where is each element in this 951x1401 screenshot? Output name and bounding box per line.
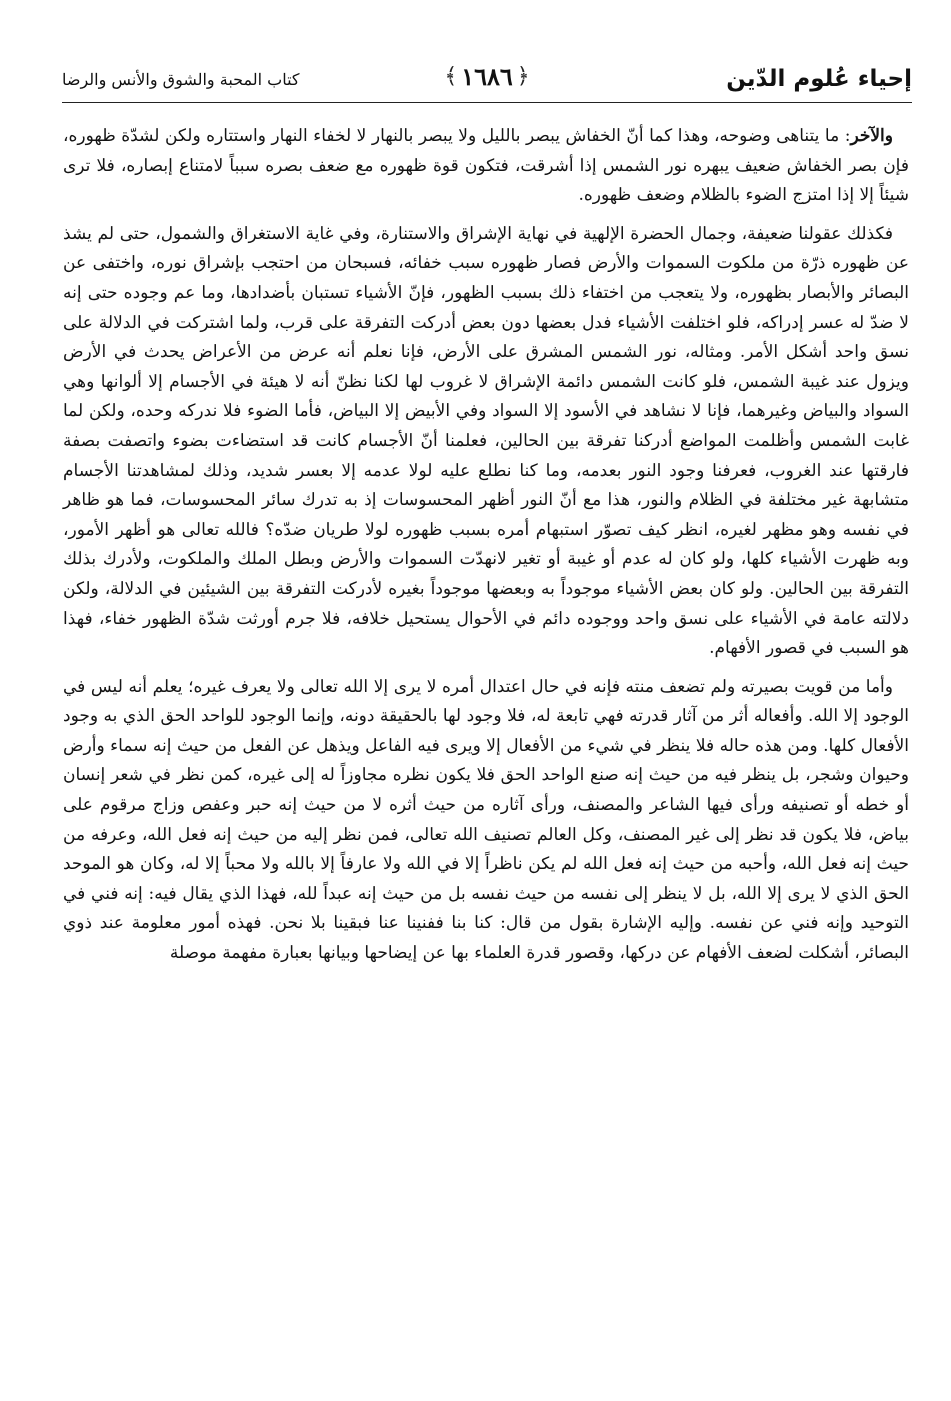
ornament-left-icon: ﴾	[444, 64, 458, 89]
paragraph	[63, 122, 909, 211]
page-number: ١٦٨٦	[461, 62, 513, 91]
running-header	[62, 58, 912, 110]
chapter-title: كتاب المحبة والشوق والأنس والرضا	[62, 70, 300, 89]
page-body	[63, 122, 909, 978]
paragraph-lead: والآخر	[850, 126, 893, 146]
page-number-block	[444, 62, 529, 91]
paragraph	[63, 673, 909, 969]
book-title: إحياء عُلوم الدّين	[726, 66, 912, 92]
paragraph-text: : ما يتناهى وضوحه، وهذا كما أنّ الخفاش يبصر بالليل ولا يبصر بالنهار لا لخفاء النهار واستتاره ولكن لشدّة ظهوره، فإن بصر الخفاش ضعيف يبهره نور الشمس إذا أشرقت، فتكون قوة ظهوره مع ضعف بصره سبباً لامتناع إبصاره، فلا ترى شيئاً إلا إذا امتزج الضوء بالظلام وضعف ظهوره.	[63, 126, 909, 206]
paragraph-text: فكذلك عقولنا ضعيفة، وجمال الحضرة الإلهية في نهاية الإشراق والاستنارة، وفي غاية الاستغراق والشمول، حتى لم يشذ عن ظهوره ذرّة من ملكوت السموات والأرض فصار ظهوره سبب خفائه، فسبحان من احتجب بإشراق نوره، واختفى عن البصائر والأبصار بظهوره، ولا يتعجب من اختفاء ذلك بسبب الظهور، فإنّ الأشياء تستبان بأضدادها، وما عم وجوده حتى إنه لا ضدّ له عسر إدراكه، فلو اختلفت الأشياء فدل بعضها دون بعض أدركت التفرقة على قرب، ولما اشتركت في الدلالة على نسق واحد أشكل الأمر. ومثاله، نور الشمس المشرق على الأرض، فإنا نعلم أنه عرض من الأعراض يحدث في الأرض ويزول عند غيبة الشمس، فلو كانت الشمس دائمة الإشراق لا غروب لها لكنا نظنّ أنه لا هيئة في الأجسام إلا ألوانها وهي السواد والبياض وغيرهما، فإنا لا نشاهد في الأسود إلا السواد وفي الأبيض إلا البياض، فأما الضوء فلا ندركه وحده، ولكن لما غابت الشمس وأظلمت المواضع أدركنا تفرقة بين الحالين، فعلمنا أنّ الأجسام كانت قد استضاءت بضوء واتصفت بصفة فارقتها عند الغروب، فعرفنا وجود النور بعدمه، وما كنا نطلع عليه لولا عدمه إلا بعسر شديد، وذلك لمشاهدتنا الأجسام متشابهة غير مختلفة في الظلام والنور، هذا مع أنّ النور أظهر المحسوسات إذ به تدرك سائر المحسوسات، فما هو ظاهر في نفسه وهو مظهر لغيره، انظر كيف تصوّر استبهام أمره بسبب ظهوره لولا طريان ضدّه؟ فالله تعالى هو أظهر الأمور، وبه ظهرت الأشياء كلها، ولو كان له عدم أو غيبة أو تغير لانهدّت السموات والأرض وبطل الملك والملكوت، ولأدرك بذلك التفرقة بين الحالين. ولو كان بعض الأشياء موجوداً به وبعضها موجوداً بغيره لأدركت التفرقة بين الشيئين في الدلالة، ولكن دلالته عامة في الأشياء على نسق واحد ووجوده دائم في الأحوال يستحيل خلافه، فلا جرم أورثت شدّة الظهور خفاء، فهذا هو السبب في قصور الأفهام.	[63, 223, 909, 659]
paragraph	[63, 220, 909, 664]
ornament-right-icon: ﴿	[516, 64, 530, 89]
paragraph-text: وأما من قويت بصيرته ولم تضعف منته فإنه في حال اعتدال أمره لا يرى إلا الله تعالى ولا يعرف غيره؛ يعلم أنه ليس في الوجود إلا الله. وأفعاله أثر من آثار قدرته فهي تابعة له، فلا وجود لها بالحقيقة دونه، وإنما الوجود للواحد الحق الذي به وجود الأفعال كلها. ومن هذه حاله فلا ينظر في شيء من الأفعال إلا ويرى فيه الفاعل ويذهل عن الفعل من حيث إنه سماء وأرض وحيوان وشجر، بل ينظر فيه من حيث إنه صنع الواحد الحق فلا يكون نظره مجاوزاً له إلى غيره، كمن نظر في شعر إنسان أو خطه أو تصنيفه ورأى فيها الشاعر والمصنف، ورأى آثاره من حيث أثره لا من حيث إنه حبر وعفص وزاج مرقوم على بياض، فلا يكون قد نظر إلى غير المصنف، وكل العالم تصنيف الله تعالى، فمن نظر إليه من حيث إنه فعل الله، وعرفه من حيث إنه فعل الله، وأحبه من حيث إنه فعل الله لم يكن ناظراً إلا في الله ولا عارفاً إلا بالله ولا محباً إلا له، وكان هو الموحد الحق الذي لا يرى إلا الله، بل لا ينظر إلى نفسه من حيث نفسه بل من حيث إنه عبداً لله، فهذا الذي يقال فيه: إنه فني في التوحيد وإنه فني عن نفسه. وإليه الإشارة بقول من قال: كنا بنا ففنينا عنا فبقينا بلا نحن. فهذه أمور معلومة عند ذوي البصائر، أشكلت لضعف الأفهام عن دركها، وقصور قدرة العلماء بها عن إيضاحها وبيانها بعبارة مفهمة موصلة	[63, 676, 909, 964]
header-rule	[62, 102, 912, 103]
